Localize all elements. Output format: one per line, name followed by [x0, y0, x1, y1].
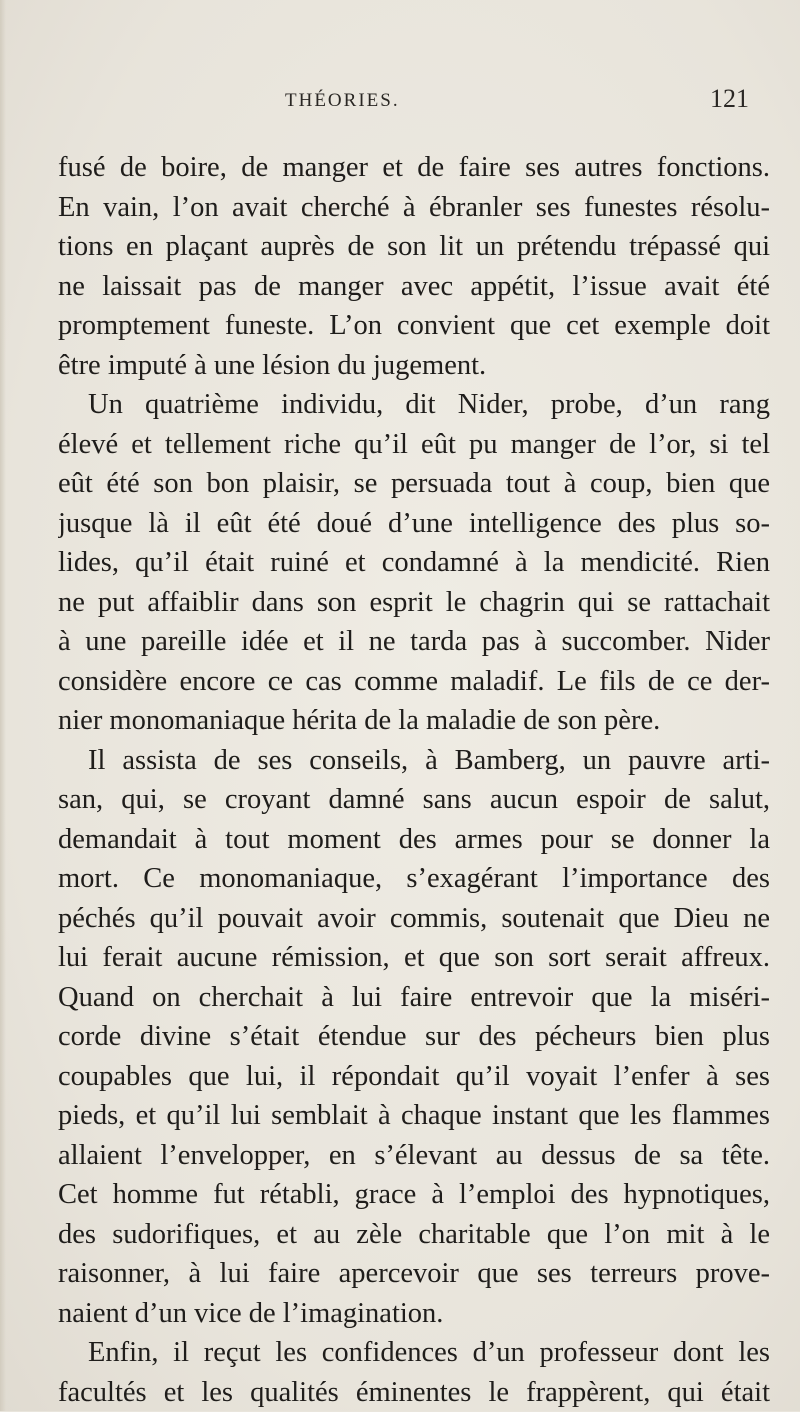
- page-number: 121: [710, 84, 749, 114]
- running-title: THÉORIES.: [285, 90, 400, 112]
- text-line: coupables que lui, il répondait qu’il voyait l’enfer à ses: [58, 1057, 770, 1097]
- text-line: nier monomaniaque hérita de la maladie de son père.: [58, 701, 770, 741]
- text-line: être imputé à une lésion du jugement.: [58, 346, 770, 386]
- text-line: facultés et les qualités éminentes le frappèrent, qui était: [58, 1373, 770, 1412]
- text-line: eût été son bon plaisir, se persuada tout à coup, bien que: [58, 464, 770, 504]
- text-line: promptement funeste. L’on convient que cet exemple doit: [58, 306, 770, 346]
- text-line: des sudorifiques, et au zèle charitable que l’on mit à le: [58, 1215, 770, 1255]
- text-line: demandait à tout moment des armes pour se donner la: [58, 820, 770, 860]
- text-line: ne laissait pas de manger avec appétit, l’issue avait été: [58, 267, 770, 307]
- text-line: naient d’un vice de l’imagination.: [58, 1294, 770, 1334]
- text-line: raisonner, à lui faire apercevoir que ses terreurs prove-: [58, 1254, 770, 1294]
- text-line: allaient l’envelopper, en s’élevant au dessus de sa tête.: [58, 1136, 770, 1176]
- text-line: En vain, l’on avait cherché à ébranler ses funestes résolu-: [58, 188, 770, 228]
- text-line: lides, qu’il était ruiné et condamné à la mendicité. Rien: [58, 543, 770, 583]
- text-line: considère encore ce cas comme maladif. Le fils de ce der-: [58, 662, 770, 702]
- text-line: san, qui, se croyant damné sans aucun espoir de salut,: [58, 780, 770, 820]
- text-line: mort. Ce monomaniaque, s’exagérant l’importance des: [58, 859, 770, 899]
- page-edge-shadow: [0, 0, 6, 1411]
- text-line: pieds, et qu’il lui semblait à chaque instant que les flammes: [58, 1096, 770, 1136]
- text-line: ne put affaiblir dans son esprit le chagrin qui se rattachait: [58, 583, 770, 623]
- text-line: tions en plaçant auprès de son lit un prétendu trépassé qui: [58, 227, 770, 267]
- text-line: fusé de boire, de manger et de faire ses autres fonctions.: [58, 148, 770, 188]
- text-line: élevé et tellement riche qu’il eût pu manger de l’or, si tel: [58, 425, 770, 465]
- text-line: Quand on cherchait à lui faire entrevoir que la miséri-: [58, 978, 770, 1018]
- text-line: Il assista de ses conseils, à Bamberg, un pauvre arti-: [88, 741, 770, 781]
- text-line: jusque là il eût été doué d’une intelligence des plus so-: [58, 504, 770, 544]
- text-line: à une pareille idée et il ne tarda pas à succomber. Nider: [58, 622, 770, 662]
- text-line: Un quatrième individu, dit Nider, probe, d’un rang: [88, 385, 770, 425]
- text-line: péchés qu’il pouvait avoir commis, soutenait que Dieu ne: [58, 899, 770, 939]
- text-line: corde divine s’était étendue sur des pécheurs bien plus: [58, 1017, 770, 1057]
- text-line: Enfin, il reçut les confidences d’un professeur dont les: [88, 1333, 770, 1373]
- text-line: Cet homme fut rétabli, grace à l’emploi des hypnotiques,: [58, 1175, 770, 1215]
- text-line: lui ferait aucune rémission, et que son sort serait affreux.: [58, 938, 770, 978]
- running-head: [0, 84, 800, 124]
